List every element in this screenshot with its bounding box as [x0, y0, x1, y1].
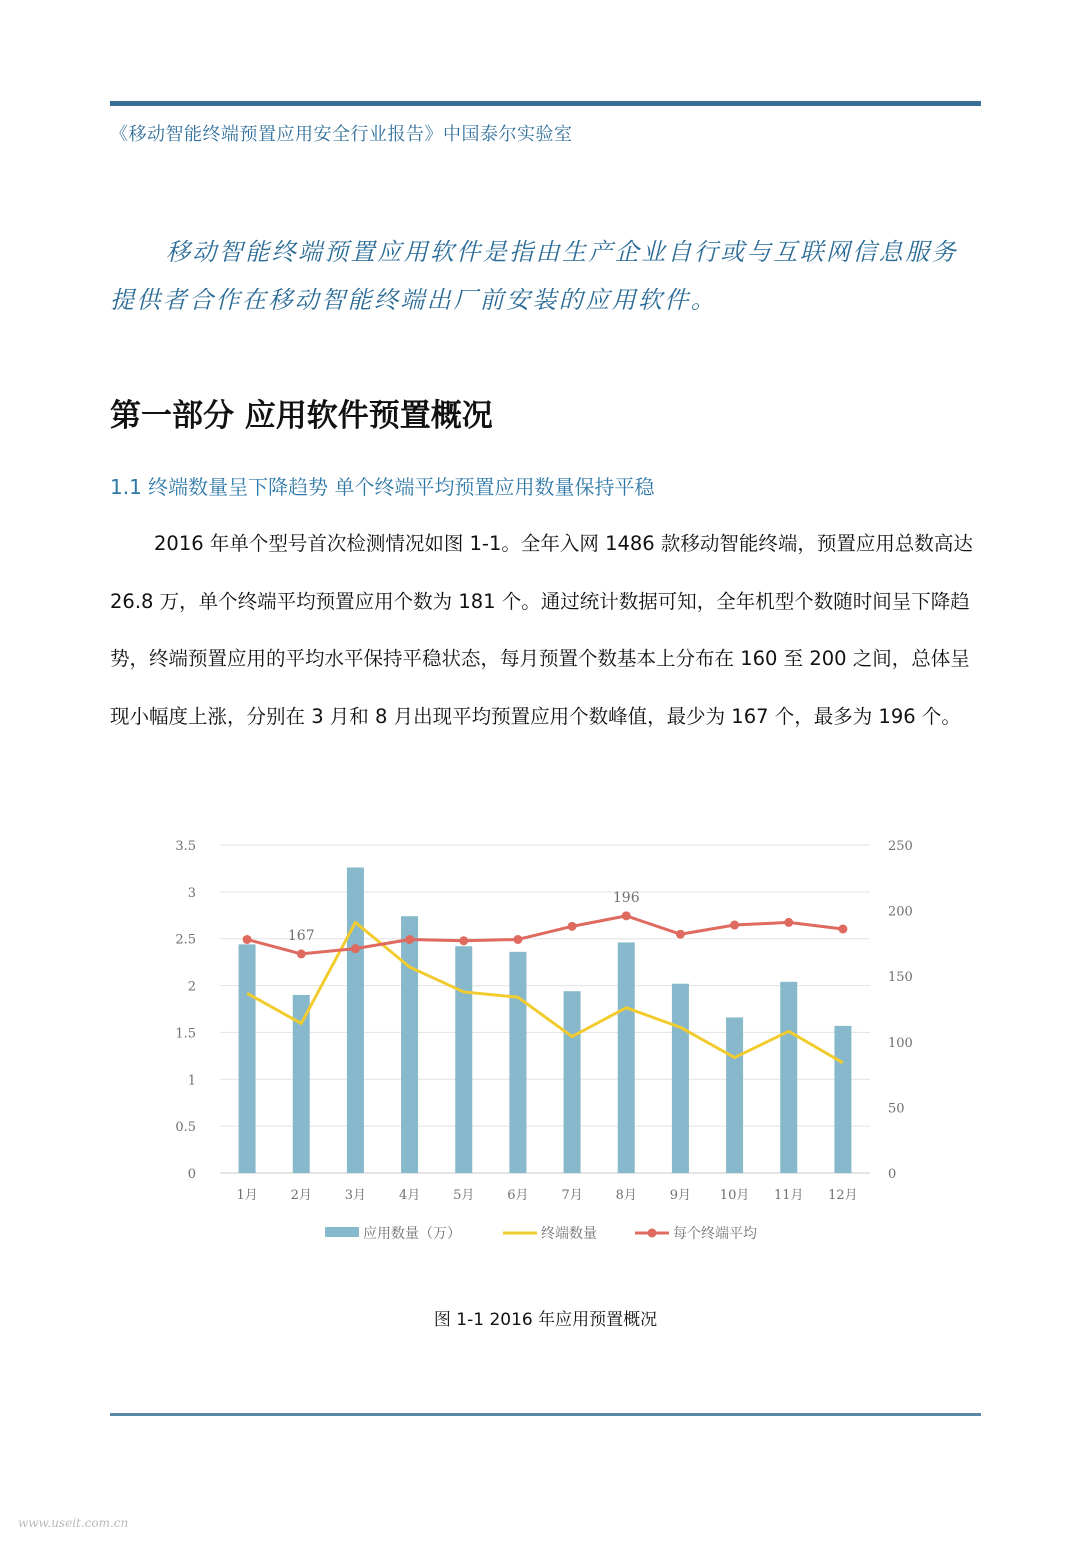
average-point	[730, 921, 739, 930]
bar	[672, 984, 689, 1173]
average-point	[676, 930, 685, 939]
body-paragraph	[110, 515, 981, 745]
average-point	[243, 935, 252, 944]
average-point	[568, 922, 577, 931]
average-point	[351, 944, 360, 953]
legend-label: 每个终端平均	[673, 1226, 757, 1242]
y-right-tick-label: 150	[888, 970, 913, 986]
legend-swatch-bar	[325, 1227, 359, 1237]
y-right-tick-label: 200	[888, 904, 913, 920]
average-line	[247, 916, 843, 954]
y-right-tick-label: 50	[888, 1101, 905, 1117]
terminal-count-line	[247, 922, 843, 1062]
y-right-tick-label: 0	[888, 1167, 897, 1182]
x-tick-label: 7月	[561, 1188, 583, 1203]
x-tick-label: 8月	[615, 1188, 637, 1203]
watermark: www.useit.com.cn	[18, 1516, 129, 1530]
bar	[618, 942, 635, 1173]
legend-swatch-marker	[648, 1229, 657, 1238]
y-right-tick-label: 250	[888, 839, 913, 854]
y-left-tick-label: 0.5	[175, 1120, 196, 1136]
data-label: 196	[612, 889, 640, 906]
bar	[834, 1026, 851, 1173]
average-point	[622, 911, 631, 920]
bar	[564, 991, 581, 1173]
y-left-tick-label: 1	[187, 1073, 196, 1089]
average-point	[784, 918, 793, 927]
y-left-tick-label: 2	[187, 979, 196, 995]
figure-caption: 图 1-1 2016 年应用预置概况	[433, 1310, 658, 1330]
y-left-tick-label: 3	[187, 885, 196, 901]
chart	[160, 826, 930, 1256]
bar	[780, 982, 797, 1173]
data-label: 167	[287, 927, 315, 944]
average-point	[459, 936, 468, 945]
y-left-tick-label: 2.5	[175, 932, 196, 948]
intro-paragraph	[110, 228, 981, 324]
x-tick-label: 1月	[236, 1188, 258, 1203]
average-point	[405, 935, 414, 944]
report-header-title: 《移动智能终端预置应用安全行业报告》中国泰尔实验室	[110, 124, 573, 145]
bar	[239, 944, 256, 1173]
x-tick-label: 2月	[290, 1188, 312, 1203]
x-tick-label: 3月	[344, 1188, 367, 1203]
footer-rule	[110, 1413, 981, 1416]
header-rule	[110, 101, 981, 106]
legend-label: 应用数量（万）	[363, 1226, 461, 1242]
x-tick-label: 4月	[398, 1188, 421, 1203]
y-left-tick-label: 3.5	[175, 839, 196, 854]
section-title: 第一部分 应用软件预置概况	[110, 398, 493, 434]
bar	[347, 867, 364, 1173]
bar	[726, 1017, 743, 1173]
bar	[401, 916, 418, 1173]
y-right-tick-label: 100	[888, 1035, 913, 1051]
average-point	[297, 949, 306, 958]
x-tick-label: 6月	[507, 1188, 529, 1203]
chart-svg	[160, 826, 930, 1256]
body-paragraph-text: 2016 年单个型号首次检测情况如图 1-1。全年入网 1486 款移动智能终端，预置应用总数高达 26.8 万，单个终端平均预置应用个数为 181 个。通过统计数据可知，全年机型个数随时间呈下降趋势，终端预置应用的平均水平保持平稳状态，每月预置个数基本上分布在 160 至 200 之间，总体呈现小幅度上涨，分别在 3 月和 8 月出现平均预置应用个数峰值，最少为 167 个，最多为 196 个。	[110, 532, 973, 728]
x-tick-label: 11月	[773, 1188, 804, 1203]
subsection-title: 1.1 终端数量呈下降趋势 单个终端平均预置应用数量保持平稳	[110, 475, 655, 499]
legend-label: 终端数量	[541, 1226, 597, 1242]
average-point	[838, 924, 847, 933]
intro-text: 移动智能终端预置应用软件是指由生产企业自行或与互联网信息服务提供者合作在移动智能终端出厂前安装的应用软件。	[110, 238, 958, 314]
y-left-tick-label: 1.5	[175, 1026, 196, 1042]
x-tick-label: 9月	[669, 1188, 692, 1203]
bar	[509, 952, 526, 1173]
bar	[455, 946, 472, 1173]
x-tick-label: 12月	[828, 1188, 858, 1203]
y-left-tick-label: 0	[187, 1167, 196, 1182]
x-tick-label: 5月	[453, 1188, 475, 1203]
average-point	[513, 935, 522, 944]
x-tick-label: 10月	[719, 1188, 750, 1203]
